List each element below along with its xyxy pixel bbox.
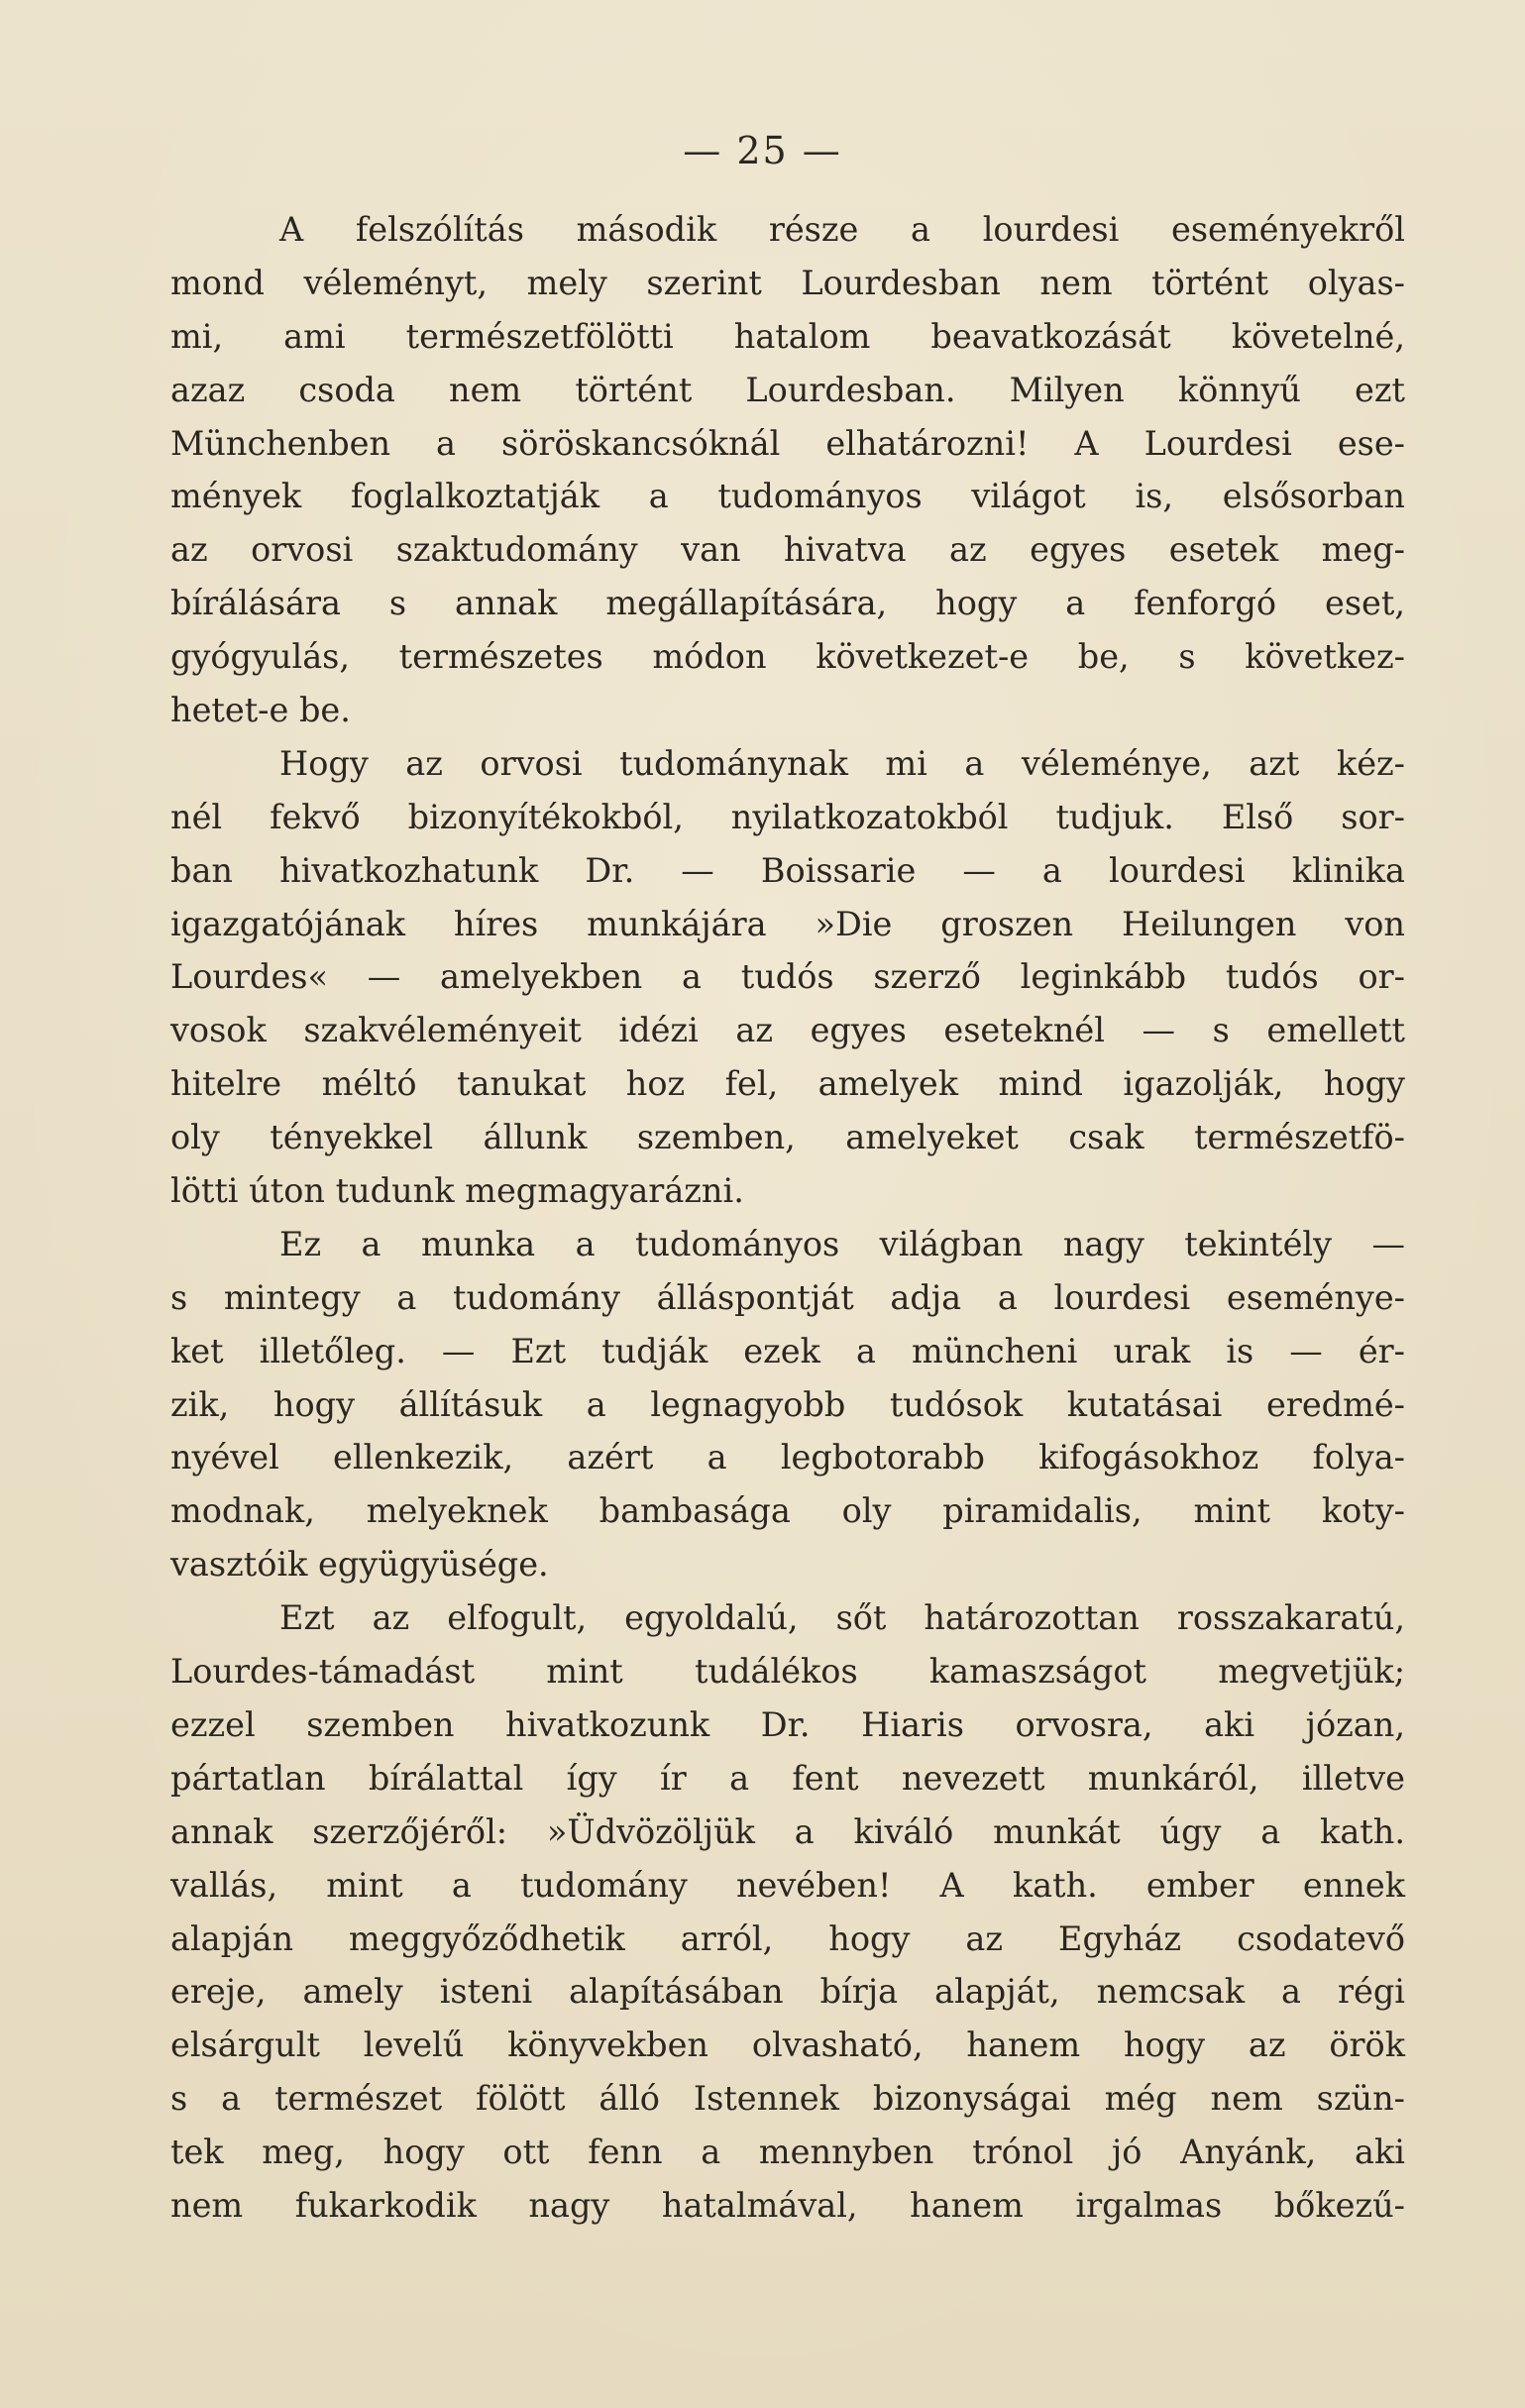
text-line: hetet-e be. xyxy=(170,691,351,730)
text-line: Ez a munka a tudományos világban nagy tekintély — xyxy=(279,1224,1405,1263)
text-line: alapján meggyőződhetik arról, hogy az Egyház csodatevő xyxy=(170,1918,1405,1958)
text-line: ezzel szemben hivatkozunk Dr. Hiaris orvosra, aki józan, xyxy=(170,1704,1405,1744)
text-line: vasztóik együgyüsége. xyxy=(170,1545,549,1585)
text-line: ereje, amely isteni alapításában bírja alapját, nemcsak a régi xyxy=(170,1972,1405,2012)
text-line: gyógyulás, természetes módon következet-e be, s következ- xyxy=(170,637,1405,677)
text-line: mond véleményt, mely szerint Lourdesban nem történt olyas- xyxy=(170,263,1405,302)
text-line: zik, hogy állításuk a legnagyobb tudósok kutatásai eredmé- xyxy=(170,1384,1405,1424)
text-line: Lourdes-támadást mint tudálékos kamaszságot megvetjük; xyxy=(170,1652,1405,1692)
text-line: Hogy az orvosi tudománynak mi a véleménye, azt kéz- xyxy=(279,743,1405,783)
text-line: ban hivatkozhatunk Dr. — Boissarie — a lourdesi klinika xyxy=(170,850,1405,890)
text-line: mi, ami természetfölötti hatalom beavatkozását követelné, xyxy=(170,316,1405,356)
text-line: lötti úton tudunk megmagyarázni. xyxy=(170,1171,744,1211)
text-line: A felszólítás második része a lourdesi eseményekről xyxy=(279,210,1405,249)
text-line: mények foglalkoztatják a tudományos világot is, elsősorban xyxy=(170,477,1405,516)
text-line: annak szerzőjéről: »Üdvözöljük a kiváló munkát úgy a kath. xyxy=(170,1811,1405,1851)
text-line: modnak, melyeknek bambasága oly piramidalis, mint koty- xyxy=(170,1491,1405,1531)
text-line: elsárgult levelű könyvekben olvasható, hanem hogy az örök xyxy=(170,2025,1405,2065)
text-line: vallás, mint a tudomány nevében! A kath. ember ennek xyxy=(170,1865,1405,1905)
text-line: Ezt az elfogult, egyoldalú, sőt határozottan rosszakaratú, xyxy=(279,1598,1405,1638)
text-line: hitelre méltó tanukat hoz fel, amelyek mind igazolják, hogy xyxy=(170,1064,1405,1104)
body-text xyxy=(170,203,1405,2233)
text-line: nem fukarkodik nagy hatalmával, hanem irgalmas bőkezű- xyxy=(170,2185,1405,2225)
text-line: Lourdes« — amelyekben a tudós szerző leginkább tudós or- xyxy=(170,957,1405,997)
text-line: ket illetőleg. — Ezt tudják ezek a müncheni urak is — ér- xyxy=(170,1331,1405,1370)
text-line: vosok szakvéleményeit idézi az egyes eseteknél — s emellett xyxy=(170,1011,1405,1050)
text-line: oly tényekkel állunk szemben, amelyeket csak természetfö- xyxy=(170,1118,1405,1157)
text-line: igazgatójának híres munkájára »Die groszen Heilungen von xyxy=(170,904,1405,943)
text-line: pártatlan bírálattal így ír a fent nevezett munkáról, illetve xyxy=(170,1758,1405,1798)
text-line: nél fekvő bizonyítékokból, nyilatkozatokból tudjuk. Első sor- xyxy=(170,797,1405,836)
text-line: s mintegy a tudomány álláspontját adja a lourdesi eseménye- xyxy=(170,1277,1405,1317)
text-line: Münchenben a söröskancsóknál elhatározni! A Lourdesi ese- xyxy=(170,423,1405,463)
text-line: bírálására s annak megállapítására, hogy a fenforgó eset, xyxy=(170,584,1405,623)
text-line: s a természet fölött álló Istennek bizonyságai még nem szün- xyxy=(170,2079,1405,2119)
text-line: az orvosi szaktudomány van hivatva az egyes esetek meg- xyxy=(170,530,1405,570)
text-line: azaz csoda nem történt Lourdesban. Milyen könnyű ezt xyxy=(170,370,1405,409)
text-line: tek meg, hogy ott fenn a mennyben trónol jó Anyánk, aki xyxy=(170,2133,1405,2172)
page-number: — 25 — xyxy=(683,129,842,172)
text-line: nyével ellenkezik, azért a legbotorabb kifogásokhoz folya- xyxy=(170,1438,1405,1478)
